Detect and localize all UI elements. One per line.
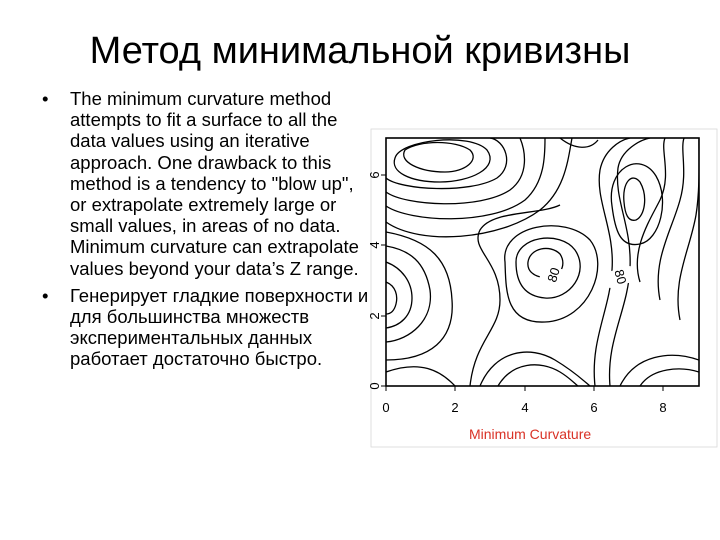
bullet-text: The minimum curvature method attempts to fit a surface to all the data values using an iterative approach. One drawback to this method is a tendency to "blow up", or extrapolate extremely large or small values, in areas of no data. Minimum curvature can extrapolate values beyond your data’s Z range. bbox=[70, 88, 359, 279]
x-tick-label-2: 2 bbox=[451, 400, 459, 415]
x-tick-label-8: 8 bbox=[659, 400, 667, 415]
bullet-text: Генерирует гладкие поверхности и для большинства множеств экспериментальных данных работает достаточно быстро. bbox=[70, 284, 369, 370]
contour-line bbox=[620, 355, 699, 386]
contour-line bbox=[386, 282, 397, 314]
contour-line bbox=[610, 138, 650, 386]
contour-line bbox=[498, 365, 578, 386]
contour-line bbox=[560, 138, 598, 147]
x-tick-label-0: 0 bbox=[382, 400, 390, 415]
contour-line bbox=[386, 246, 430, 342]
contour-line bbox=[404, 143, 474, 173]
plot-border bbox=[386, 138, 699, 386]
figure-caption: Minimum Curvature bbox=[469, 426, 592, 442]
contour-line bbox=[637, 138, 665, 282]
x-tick-label-4: 4 bbox=[521, 400, 529, 415]
contour-line bbox=[394, 140, 490, 182]
contour-map-figure bbox=[360, 124, 720, 454]
contour-lines bbox=[386, 138, 699, 386]
bullet-marker: • bbox=[42, 88, 49, 109]
contour-line bbox=[386, 367, 455, 386]
y-tick-label-2: 2 bbox=[367, 312, 382, 320]
bullet-item-russian bbox=[42, 285, 372, 370]
contour-line bbox=[386, 262, 412, 328]
bullet-marker: • bbox=[42, 284, 49, 306]
bullet-item-english bbox=[42, 88, 372, 279]
contour-line bbox=[480, 352, 590, 386]
slide-title: Метод минимальной кривизны bbox=[89, 30, 631, 72]
contour-line bbox=[611, 164, 662, 245]
x-tick-label-6: 6 bbox=[590, 400, 598, 415]
contour-label: 80 bbox=[611, 267, 630, 286]
bullet-list bbox=[42, 88, 372, 376]
contour-line bbox=[624, 178, 645, 220]
y-tick-label-0: 0 bbox=[367, 382, 382, 390]
contour-line bbox=[678, 140, 699, 320]
contour-label: 80 bbox=[544, 265, 563, 285]
y-tick-label-4: 4 bbox=[367, 241, 382, 249]
contour-line bbox=[470, 205, 560, 386]
contour-line bbox=[640, 369, 699, 386]
y-tick-label-6: 6 bbox=[367, 171, 382, 179]
